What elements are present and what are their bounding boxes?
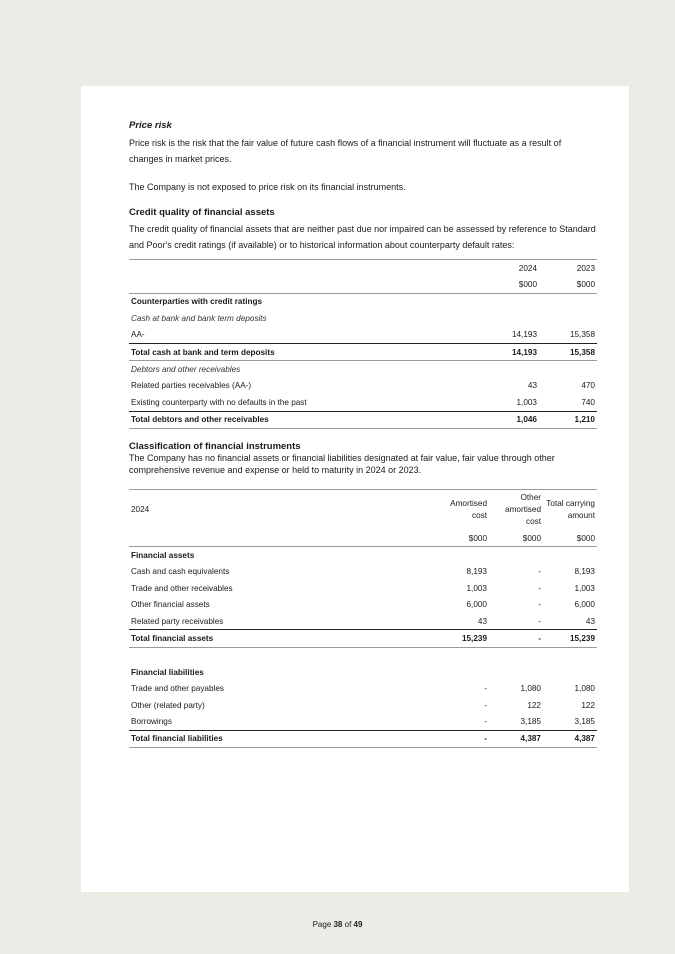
credit-quality-heading: Credit quality of financial assets [129,207,275,218]
footer-page-number: 38 [333,920,343,929]
footer-page-total: 49 [353,920,363,929]
value-a: - [484,700,487,710]
table-row [129,293,597,310]
col-total-carrying-amount: Total carrying amount [543,489,597,530]
value-2024: 14,193 [511,330,537,340]
classification-unit-row [129,530,597,547]
unit-a: $000 [468,533,487,543]
value-c: 43 [585,616,595,626]
liabilities-heading: Financial liabilities [131,667,204,677]
row-label: AA- [131,330,145,340]
table-row [129,564,597,580]
value-a: - [435,730,489,747]
classification-table [129,489,597,748]
table-total-row [129,411,597,428]
price-risk-paragraph: Price risk is the risk that the fair value of future cash flows of a financial instrument will fluctuate as a result of changes in market prices. [129,138,562,164]
row-label: Total financial assets [129,630,435,647]
classification-paragraph: The Company has no financial assets or financial liabilities designated at fair value, fair value through other comprehensive revenue and expense or held to maturity in 2024 or 2023. [129,452,555,476]
row-label: Total debtors and other receivables [129,411,472,428]
value-a: 6,000 [466,600,487,610]
table-total-row [129,630,597,647]
row-label: Borrowings [131,716,172,726]
col-amortised-cost: Amortised cost [435,489,489,530]
col-2024-header: 2024 [472,260,539,277]
value-c: 1,003 [574,583,595,593]
value-c: 122 [581,700,595,710]
spacer-row [129,647,597,664]
year-label: 2024 [129,489,435,530]
table-total-row [129,343,597,360]
price-risk-exposure-paragraph: The Company is not exposed to price risk on its financial instruments. [129,182,406,192]
table-row [129,378,597,394]
value-c: 8,193 [574,567,595,577]
value-2023: 740 [581,397,595,407]
value-c: 1,080 [574,684,595,694]
value-b: - [538,583,541,593]
value-2023: 15,358 [539,343,597,360]
value-c: 6,000 [574,600,595,610]
page-footer [0,920,675,929]
value-a: 1,003 [466,583,487,593]
value-b: - [489,630,543,647]
value-a: 15,239 [435,630,489,647]
col-2023-header: 2023 [539,260,597,277]
classification-heading: Classification of financial instruments [129,440,301,452]
credit-quality-paragraph: The credit quality of financial assets that are neither past due nor impaired can be assessed by reference to Standard and Poor's credit ratings (if available) or to historical information about counterparty default rates: [129,224,596,250]
row-label: Counterparties with credit ratings [129,293,472,310]
row-label: Debtors and other receivables [131,365,241,375]
value-2024: 1,046 [472,411,539,428]
row-label: Related parties receivables (AA-) [131,381,252,391]
value-2024: 14,193 [472,343,539,360]
value-b: 3,185 [520,716,541,726]
value-a: 8,193 [466,567,487,577]
value-2024: 1,003 [516,397,537,407]
row-label: Trade and other payables [131,684,225,694]
page-content [129,120,597,748]
table-row [129,394,597,411]
col-other-amortised-cost: Other amortised cost [489,489,543,530]
value-b: - [538,567,541,577]
row-label: Total cash at bank and term deposits [129,343,472,360]
value-b: 4,387 [489,730,543,747]
value-b: 1,080 [520,684,541,694]
credit-quality-table [129,259,597,429]
table-row [129,613,597,630]
credit-table-unit-row [129,276,597,293]
value-a: - [484,684,487,694]
assets-heading: Financial assets [129,547,435,564]
row-label: Other financial assets [131,600,210,610]
table-row [129,680,597,696]
value-c: 4,387 [543,730,597,747]
table-row [129,327,597,344]
row-label: Cash and cash equivalents [131,567,230,577]
value-a: - [484,716,487,726]
document-page [81,86,629,892]
row-label: Other (related party) [131,700,205,710]
value-2024: 43 [527,381,537,391]
value-b: - [538,616,541,626]
row-label: Total financial liabilities [129,730,435,747]
section-heading-row [129,547,597,564]
table-row [129,361,597,378]
value-c: 3,185 [574,716,595,726]
unit-b: $000 [522,533,541,543]
section-heading-row [129,664,597,680]
value-c: 15,239 [543,630,597,647]
footer-prefix: Page [312,920,334,929]
value-b: 122 [527,700,541,710]
value-2023: 15,358 [569,330,595,340]
classification-header-row [129,489,597,530]
unit-c: $000 [576,533,595,543]
footer-of: of [342,920,354,929]
table-row [129,596,597,612]
credit-table-year-row [129,260,597,277]
table-row [129,310,597,326]
table-row [129,713,597,730]
row-label: Cash at bank and bank term deposits [131,313,267,323]
row-label: Existing counterparty with no defaults in the past [131,397,307,407]
table-row [129,580,597,596]
value-a: 43 [477,616,487,626]
row-label: Trade and other receivables [131,583,233,593]
unit-2023: $000 [576,280,595,290]
table-total-row [129,730,597,747]
value-b: - [538,600,541,610]
table-row [129,697,597,713]
row-label: Related party receivables [131,616,224,626]
value-2023: 470 [581,381,595,391]
unit-2024: $000 [518,280,537,290]
price-risk-heading: Price risk [129,120,172,131]
value-2023: 1,210 [539,411,597,428]
